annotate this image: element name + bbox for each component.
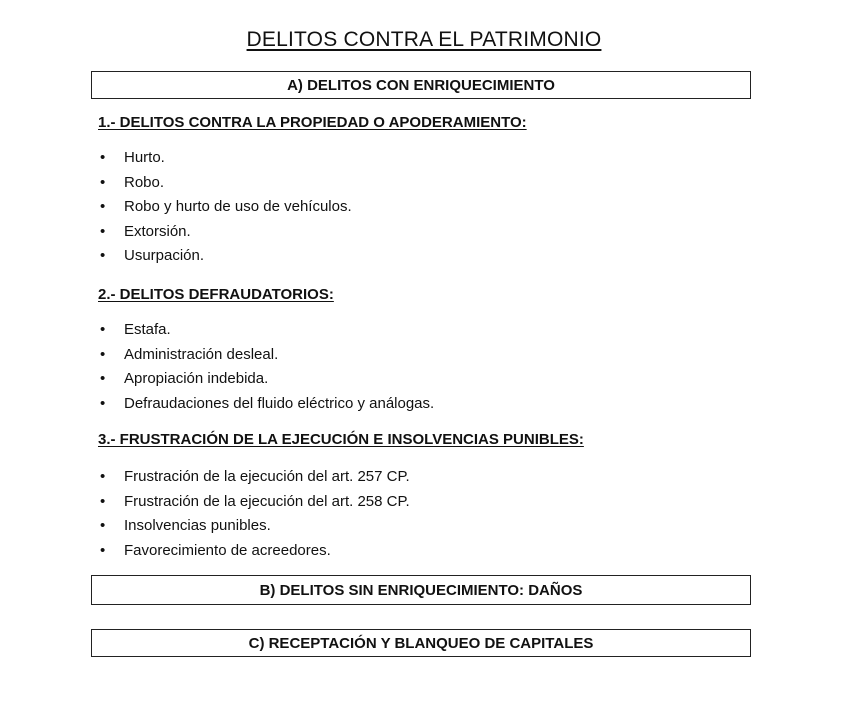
list-item: • Defraudaciones del fluido eléctrico y análogas. bbox=[98, 392, 434, 417]
group-1-heading: 1.- DELITOS CONTRA LA PROPIEDAD O APODERAMIENTO: bbox=[98, 114, 527, 131]
list-item: • Apropiación indebida. bbox=[98, 367, 434, 392]
list-item: • Frustración de la ejecución del art. 257 CP. bbox=[98, 465, 410, 490]
list-item: • Extorsión. bbox=[98, 220, 352, 245]
group-2-heading: 2.- DELITOS DEFRAUDATORIOS: bbox=[98, 286, 334, 303]
bullet-icon: • bbox=[100, 149, 106, 166]
list-item: • Favorecimiento de acreedores. bbox=[98, 539, 410, 564]
group-3-list bbox=[98, 465, 410, 563]
bullet-icon: • bbox=[100, 394, 106, 412]
document-title: DELITOS CONTRA EL PATRIMONIO bbox=[246, 28, 602, 51]
bullet-icon: • bbox=[100, 492, 106, 510]
group-2-list bbox=[98, 318, 434, 416]
bullet-icon: • bbox=[100, 222, 106, 240]
list-item: • Robo y hurto de uso de vehículos. bbox=[98, 195, 352, 220]
list-item: • Estafa. bbox=[98, 318, 434, 343]
bullet-icon: • bbox=[100, 198, 106, 215]
list-item: • Hurto. bbox=[98, 146, 352, 171]
bullet-icon: • bbox=[100, 173, 106, 191]
section-c-header bbox=[91, 629, 751, 657]
section-b-title: B) DELITOS SIN ENRIQUECIMIENTO: DAÑOS bbox=[259, 581, 583, 599]
bullet-icon: • bbox=[100, 345, 106, 363]
section-a-title: A) DELITOS CON ENRIQUECIMIENTO bbox=[287, 76, 555, 94]
list-item: • Insolvencias punibles. bbox=[98, 514, 410, 539]
list-item: • Robo. bbox=[98, 171, 352, 196]
list-item: • Usurpación. bbox=[98, 244, 352, 269]
section-b-header bbox=[91, 575, 751, 605]
bullet-icon: • bbox=[100, 541, 106, 559]
list-item: • Frustración de la ejecución del art. 258 CP. bbox=[98, 490, 410, 515]
group-1-list bbox=[98, 146, 352, 269]
section-a-header bbox=[91, 71, 751, 99]
bullet-icon: • bbox=[100, 468, 106, 485]
bullet-icon: • bbox=[100, 517, 106, 534]
section-c-title: C) RECEPTACIÓN Y BLANQUEO DE CAPITALES bbox=[248, 634, 594, 652]
bullet-icon: • bbox=[100, 247, 106, 264]
bullet-icon: • bbox=[100, 321, 106, 338]
list-item: • Administración desleal. bbox=[98, 343, 434, 368]
group-3-heading: 3.- FRUSTRACIÓN DE LA EJECUCIÓN E INSOLVENCIAS PUNIBLES: bbox=[98, 431, 584, 448]
bullet-icon: • bbox=[100, 370, 106, 387]
